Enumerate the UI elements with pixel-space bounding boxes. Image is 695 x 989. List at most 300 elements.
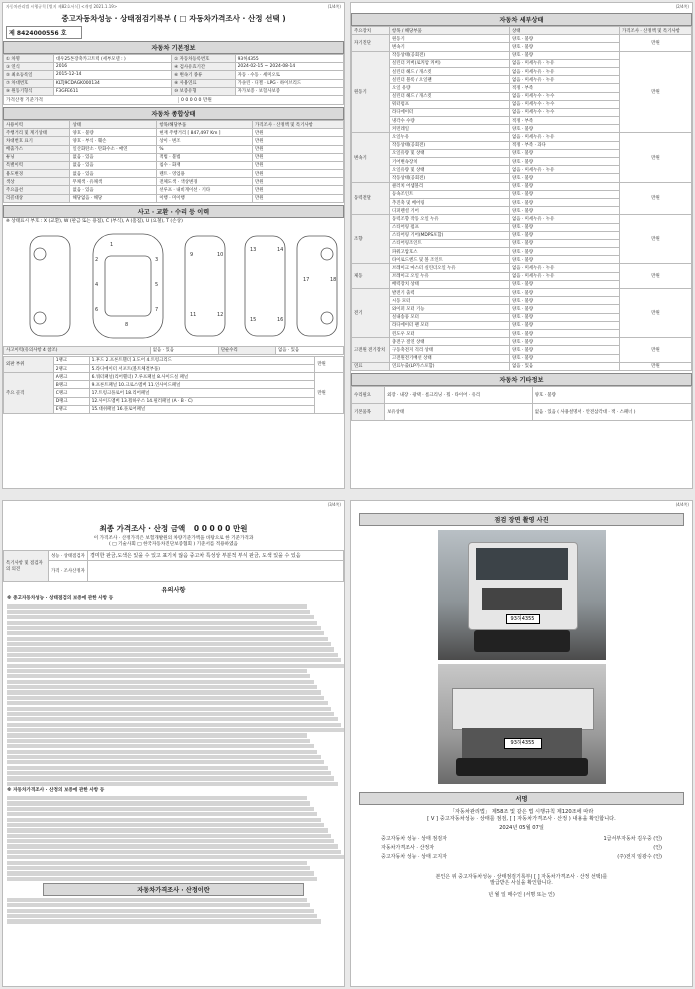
detail-status: 없음 · 미세누유 · 누유 <box>510 67 620 75</box>
photo-title: 점검 장면 촬영 사진 <box>359 513 684 526</box>
detail-status: 양호 · 불량 <box>510 321 620 329</box>
fine-print-line <box>7 723 341 727</box>
p2-header-right: (2/4쪽) <box>675 4 689 9</box>
detail-status: 없음 · 미세누유 · 누유 <box>510 133 620 141</box>
diagram-part-number: 18 <box>330 276 337 283</box>
basic-label: ⑥ 변속기 종류 <box>172 71 235 79</box>
overall-cell: 만원 <box>253 137 344 145</box>
diagram-part-number: 2 <box>95 256 99 263</box>
p1-header-left: 자동차관리법 시행규칙 [별지 제82호서식] <개정 2021.1.19> <box>6 4 118 9</box>
photo-rear <box>438 664 606 784</box>
fine-print-line <box>7 728 345 732</box>
frame-manwon: 만원 <box>315 356 344 372</box>
basic-info-table <box>3 54 344 96</box>
overall-cell: 침수 · 화재 <box>157 161 253 169</box>
overall-cell: 튜닝 <box>4 153 70 161</box>
fine-print-line <box>7 898 307 902</box>
fine-print-line <box>7 828 328 832</box>
signer-role: 중고자동차 성능 · 상태 점검자 <box>381 835 447 842</box>
basic-value: 자가보증 · 보험사보증 <box>235 87 343 95</box>
fine-print-line <box>7 647 334 651</box>
notice-body-2 <box>3 796 344 881</box>
detail-status: 양호 · 불량 <box>510 223 620 231</box>
overall-cell: 렌트 · 영업용 <box>157 170 253 178</box>
detail-table <box>351 26 692 371</box>
detail-status: 양호 · 불량 <box>510 158 620 166</box>
fine-print-line <box>7 750 317 754</box>
detail-row <box>352 133 692 141</box>
overall-row <box>4 194 344 202</box>
overall-cell: 만원 <box>253 178 344 186</box>
overall-col-header: 상태 <box>70 120 157 128</box>
notice-head2: ※ 자동차가격조사 · 산정의 보증에 관한 사항 등 <box>7 788 105 794</box>
signer-row <box>381 853 662 860</box>
overall-cell: 리콜대상 <box>4 194 70 202</box>
basic-row <box>4 63 344 71</box>
fine-print-line <box>7 621 317 625</box>
basic-row <box>4 71 344 79</box>
overall-cell: 해당없음 · 해당 <box>70 194 157 202</box>
basic-label: ⑩ 보증유형 <box>172 87 235 95</box>
main-label: 주요 골격 <box>4 373 54 414</box>
accident-cell: 없음 · 있음 <box>275 346 343 354</box>
etc-cell: 양호 · 불량 <box>532 386 691 403</box>
fine-print-line <box>7 610 310 614</box>
car-diagram <box>5 226 344 346</box>
detail-item: 변속기 <box>390 43 510 51</box>
detail-row <box>352 289 692 297</box>
fine-print-line <box>7 674 310 678</box>
detail-group: 조향 <box>352 215 390 264</box>
frame-rank1-items: 1.후드 2.프론트휀더 3.도어 4.트렁크리드 <box>89 356 315 364</box>
basic-value: 자동 · 수동 · 세미오토 <box>235 71 343 79</box>
detail-item: 스티어링조인트 <box>390 239 510 247</box>
detail-item: 실린더 커버(로커암 커버) <box>390 59 510 67</box>
detail-status: 없음 · 미세누유 · 누유 <box>510 166 620 174</box>
detail-row <box>352 35 692 43</box>
diagram-part-number: 6 <box>95 306 99 313</box>
main-e-items: 15.대쉬패널 16.플로어패널 <box>89 405 315 413</box>
fine-print-line <box>7 669 307 673</box>
detail-col-header: 가격조사 · 산정액 및 특기사항 <box>620 27 692 35</box>
detail-item: 오일 유량 <box>390 84 510 92</box>
windshield <box>476 548 568 580</box>
page-1 <box>2 2 345 489</box>
notice-body-3 <box>3 898 344 924</box>
main-d: D랭크 <box>53 397 89 405</box>
overall-cell: 무채색 · 유채색 <box>70 178 157 186</box>
frame-table <box>3 356 344 414</box>
overall-cell: 양호 · 불량 <box>70 129 157 137</box>
wheels-rear <box>456 758 588 776</box>
signer-name: (주)전지 임광수 (인) <box>617 853 662 860</box>
signer-name: (인) <box>653 844 662 851</box>
overall-row <box>4 153 344 161</box>
detail-item: 시동 모터 <box>390 297 510 305</box>
special-label: 특기사항 및 점검자의 의견 <box>4 551 49 582</box>
overall-cell: 만원 <box>253 161 344 169</box>
p3-sub2: ( □ 기술사회 □ 한국자동차진단보증협회 ) 기준서를 적용하였음 <box>109 541 238 547</box>
detail-group: 동력전달 <box>352 182 390 215</box>
detail-status: 양호 · 불량 <box>510 354 620 362</box>
diagram-part-number: 14 <box>277 246 284 253</box>
overall-cell: 없음 · 있음 <box>70 170 157 178</box>
detail-group: 자기진단 <box>352 35 390 51</box>
detail-status: 양호 · 불량 <box>510 35 620 43</box>
overall-cell: 없음 · 있음 <box>70 186 157 194</box>
basic-label: ⑤ 최초등록일 <box>4 71 54 79</box>
overall-row <box>4 161 344 169</box>
detail-group: 고전원 전기장치 <box>352 338 390 363</box>
main-c-items: 17.트렁크플로어 18.리어패널 <box>89 389 315 397</box>
sec-detail: 자동차 세부상태 <box>351 13 692 26</box>
main-a-items: 6.쿼터패널(리어휀더) 7.루프패널 8.사이드실 패널 <box>89 373 315 381</box>
overall-cell: 만원 <box>253 129 344 137</box>
overall-cell: 색상 <box>4 178 70 186</box>
basic-value: 2024-02-15 ~ 2024-08-14 <box>235 63 343 71</box>
overall-cell: 없음 · 있음 <box>70 153 157 161</box>
detail-item: 실린더 헤드 / 개스킷 <box>390 92 510 100</box>
detail-item: 추진축 및 베어링 <box>390 198 510 206</box>
overall-cell: 만원 <box>253 194 344 202</box>
receipt-text-2: 발급받은 사실을 확인합니다. <box>490 879 553 886</box>
law-text: 「자동차관리법」 제58조 및 같은 법 시행규칙 제120조에 따라 <box>449 809 594 815</box>
detail-price: 만원 <box>620 35 692 51</box>
fine-print-line <box>7 877 317 881</box>
detail-price: 만원 <box>620 215 692 264</box>
signer-row <box>381 835 662 842</box>
detail-row <box>352 51 692 59</box>
signer-row <box>381 844 662 851</box>
detail-status: 양호 · 불량 <box>510 289 620 297</box>
detail-status: 없음 · 미세누유 · 누유 <box>510 215 620 223</box>
detail-item: 발전기 출력 <box>390 289 510 297</box>
detail-status: 양호 · 불량 <box>510 182 620 190</box>
detail-row <box>352 182 692 190</box>
detail-status: 양호 · 불량 <box>510 125 620 133</box>
photo-front <box>438 530 606 660</box>
detail-group: 전기 <box>352 289 390 338</box>
diagram-part-number: 9 <box>190 251 194 258</box>
detail-status: 없음 · 미세누유 · 누유 <box>510 59 620 67</box>
detail-status: 없음 · 미세누수 · 누수 <box>510 108 620 116</box>
detail-item: 작동상태(공회전) <box>390 141 510 149</box>
detail-item: 기어변속장치 <box>390 158 510 166</box>
fine-print-line <box>7 717 338 721</box>
overall-cell: 현재 주행거리 [ 847,497 Km ] <box>157 129 253 137</box>
detail-status: 없음 · 있음 <box>510 362 620 370</box>
detail-group: 원동기 <box>352 51 390 133</box>
notice-head1: ※ 중고자동차성능 · 상태점검의 보증에 관한 사항 등 <box>7 596 114 602</box>
fine-print-line <box>7 801 310 805</box>
etc-table <box>351 386 692 421</box>
fine-print-line <box>7 712 334 716</box>
main-a: A랭크 <box>53 373 89 381</box>
basic-label: ② 자동차등록번호 <box>172 55 235 63</box>
detail-status: 적정 · 부족 <box>510 117 620 125</box>
detail-status: 양호 · 불량 <box>510 190 620 198</box>
detail-status: 양호 · 불량 <box>510 43 620 51</box>
fine-print-line <box>7 855 345 859</box>
etc-cell: 기본품목 <box>352 403 385 420</box>
fine-print-line <box>7 690 321 694</box>
fine-print-line <box>7 739 310 743</box>
diagram-part-number: 17 <box>303 276 310 283</box>
page-2 <box>350 2 693 489</box>
overall-col-header: 항목/해당부품 <box>157 120 253 128</box>
detail-item: 워터펌프 <box>390 100 510 108</box>
detail-item: 실린더 헤드 / 개스킷 <box>390 67 510 75</box>
fine-print-line <box>7 844 338 848</box>
detail-item: 라디에이터 <box>390 108 510 116</box>
detail-item: 브레이크 오일 누유 <box>390 272 510 280</box>
basic-label: ⑧ 사용연료 <box>172 79 235 87</box>
detail-item: 냉각수 수량 <box>390 117 510 125</box>
detail-status: 없음 · 미세누수 · 누수 <box>510 92 620 100</box>
detail-item: 연료누출(LP가스포함) <box>390 362 510 370</box>
accident-note: ※ 상태표시 부호 : X (교환), W (판금 또는 용접), C (부식), A (흠집), U (요철), T (손상) <box>6 218 183 224</box>
sec-overall: 자동차 종합상태 <box>3 107 344 120</box>
fine-print-line <box>7 685 317 689</box>
fine-print-line <box>7 871 314 875</box>
fine-print-line <box>7 707 331 711</box>
detail-status: 양호 · 불량 <box>510 305 620 313</box>
detail-status: 없음 · 미세누유 · 누유 <box>510 272 620 280</box>
doc-number <box>6 26 82 39</box>
frame-rank1: 1랭크 <box>53 356 89 364</box>
detail-price: 만원 <box>620 51 692 133</box>
main-manwon: 만원 <box>315 373 344 414</box>
overall-cell: 적법 · 불법 <box>157 153 253 161</box>
diagram-part-number: 15 <box>250 316 257 323</box>
detail-status: 양호 · 불량 <box>510 256 620 264</box>
overall-cell: 전체도색 · 색상변경 <box>157 178 253 186</box>
detail-status: 양호 · 불량 <box>510 149 620 157</box>
etc-row <box>352 403 692 420</box>
detail-group: 연료 <box>352 362 390 370</box>
fine-print-line <box>7 850 341 854</box>
fine-print-line <box>7 755 321 759</box>
p3-sub1: 이 가격조사 · 산정가격은 보험개발원의 차량기준가액을 바탕으로 한 기준가격과 <box>93 536 254 541</box>
detail-item: 배력장치 상태 <box>390 280 510 288</box>
fine-print-line <box>7 823 324 827</box>
detail-item: 고전원전기배선 상태 <box>390 354 510 362</box>
wheels-front <box>474 630 570 652</box>
price-base-value: 0 0 0 0 0 만원 <box>181 97 212 103</box>
doc-no: 8424000556 <box>16 30 59 37</box>
doc-no-label: 제 <box>9 30 15 37</box>
detail-group: 변속기 <box>352 133 390 182</box>
detail-item: 작동상태(공회전) <box>390 51 510 59</box>
detail-col-header: 주요장치 <box>352 27 390 35</box>
diagram-part-number: 1 <box>110 241 114 248</box>
overall-cell: 만원 <box>253 170 344 178</box>
overall-col-header: 가격조사 · 산정액 및 특기사항 <box>253 120 344 128</box>
fine-print-line <box>7 701 328 705</box>
basic-label: ⑦ 차대번호 <box>4 79 54 87</box>
detail-price: 만원 <box>620 182 692 215</box>
detail-price: 만원 <box>620 338 692 363</box>
receipt-text: 본인은 위 중고자동차성능 · 상태점검기록부( [ ] 자동차가격조사 · 산정 선택)를 <box>435 873 608 880</box>
p1-header-right: (1/4쪽) <box>327 4 341 9</box>
overall-row <box>4 137 344 145</box>
detail-status: 양호 · 불량 <box>510 248 620 256</box>
detail-item: 타이로드엔드 및 볼 조인트 <box>390 256 510 264</box>
fine-print-line <box>7 861 307 865</box>
detail-row <box>352 362 692 370</box>
detail-item: 윈도우 모터 <box>390 329 510 337</box>
etc-cell: 없음 · 있음 ( 사용설명서 · 안전삼각대 · 잭 · 스패너 ) <box>532 403 691 420</box>
p3-title: 최종 가격조사 · 산정 금액 <box>99 524 186 533</box>
diagram-part-number: 10 <box>217 251 224 258</box>
fine-print-line <box>7 733 307 737</box>
signer-name: 1급서부자동차 김우중 (인) <box>603 835 662 842</box>
overall-cell: 없음 · 있음 <box>70 161 157 169</box>
basic-row <box>4 87 344 95</box>
basic-label: ⑨ 원동기형식 <box>4 87 54 95</box>
overall-row <box>4 170 344 178</box>
fine-print-line <box>7 631 324 635</box>
fine-print-line <box>7 771 331 775</box>
notice-body-1 <box>3 604 344 786</box>
notice-title: 유의사항 <box>3 584 344 595</box>
detail-status: 양호 · 불량 <box>510 338 620 346</box>
accident-cell: 없음 · 있음 <box>150 346 218 354</box>
fine-print-line <box>7 834 331 838</box>
fine-print-line <box>7 866 310 870</box>
overall-cell: 배출가스 <box>4 145 70 153</box>
fine-print-line <box>7 744 314 748</box>
signer-list <box>351 835 692 860</box>
detail-item: 원동기 <box>390 35 510 43</box>
detail-status: 양호 · 불량 <box>510 313 620 321</box>
fine-print-line <box>7 766 328 770</box>
sec-basic: 자동차 기본정보 <box>3 41 344 54</box>
etc-cell: 외장 · 내장 · 광택 · 룸크리닝 · 휠 · 타이어 · 유리 <box>385 386 533 403</box>
detail-item: 파워고압호스 <box>390 248 510 256</box>
detail-item: 등속조인트 <box>390 190 510 198</box>
frame-label: 외판 부위 <box>4 356 54 372</box>
overall-cell: 특별이력 <box>4 161 70 169</box>
fine-print-line <box>7 782 338 786</box>
frame-rank2-items: 5.라디에이터 서포트(볼트체결부품) <box>89 364 315 372</box>
detail-item: 스티어링 기어(MDPS포함) <box>390 231 510 239</box>
detail-status: 양호 · 불량 <box>510 174 620 182</box>
signer-role: 자동차가격조사 · 산정자 <box>381 844 435 851</box>
detail-status: 적정 · 부족 · 과다 <box>510 141 620 149</box>
fine-print-line <box>7 903 310 907</box>
diagram-part-number: 7 <box>155 306 159 313</box>
p1-title: 중고자동차성능 · 상태점검기록부 ( □ 자동차가격조사 · 산정 선택 ) <box>61 14 286 23</box>
detail-item: 클러치 어셈블리 <box>390 182 510 190</box>
diagram-part-number: 8 <box>125 321 129 328</box>
p4-header-right: (4/4쪽) <box>675 502 689 507</box>
sign-title: 서명 <box>359 792 684 805</box>
detail-group: 제동 <box>352 264 390 289</box>
fine-print-line <box>7 919 321 923</box>
detail-item: 오일유량 및 상태 <box>390 166 510 174</box>
fine-print-line <box>7 604 307 608</box>
basic-value: F3GFE611 <box>53 87 171 95</box>
basic-label: ③ 연식 <box>4 63 54 71</box>
main-e: E랭크 <box>53 405 89 413</box>
doc-no-suffix: 호 <box>60 30 67 37</box>
detail-item: 구동축전지 격리 상태 <box>390 346 510 354</box>
etc-cell: 보유상태 <box>385 403 533 420</box>
fine-print-line <box>7 812 317 816</box>
basic-value: 2016 <box>53 63 171 71</box>
detail-item: 오일유량 및 상태 <box>390 149 510 157</box>
detail-item: 스티어링 펌프 <box>390 223 510 231</box>
detail-item: 충전구 절연 상태 <box>390 338 510 346</box>
detail-item: 실린더 블록 / 오일팬 <box>390 76 510 84</box>
overall-cell: 주요옵션 <box>4 186 70 194</box>
price-base-label: 가격산정 기준가격 <box>4 97 179 103</box>
detail-status: 없음 · 미세누유 · 누유 <box>510 264 620 272</box>
detail-item: 브레이크 마스터 실린더오일 누유 <box>390 264 510 272</box>
detail-item: 작동상태(공회전) <box>390 174 510 182</box>
overall-table <box>3 120 344 203</box>
fine-print-line <box>7 615 314 619</box>
basic-label: ④ 검사유효기간 <box>172 63 235 71</box>
overall-row <box>4 186 344 194</box>
fine-print-line <box>7 796 307 800</box>
fine-print-line <box>7 658 341 662</box>
basic-label: ① 차명 <box>4 55 54 63</box>
receipt-date: 년 월 일 매수인 (서명 또는 인) <box>488 892 555 898</box>
diagram-part-number: 13 <box>250 246 257 253</box>
grille <box>482 588 562 610</box>
law-text-2: [ V ] 중고자동차성능 · 상태를 점검, [ ] 자동차가격조사 · 산정 ) 내용을 확인합니다. <box>427 815 616 822</box>
price-base-row <box>3 96 344 105</box>
overall-cell: 주행거리 및 계기상태 <box>4 129 70 137</box>
fine-print-line <box>7 807 314 811</box>
basic-value: 2015-12-14 <box>53 71 171 79</box>
basic-value: KLTJ9CDAGK000134 <box>53 79 171 87</box>
overall-cell: 일산화탄소 · 탄화수소 · 매연 <box>70 145 157 153</box>
signer-role: 중고자동차 성능 · 상태 고지자 <box>381 853 447 860</box>
fine-print-line <box>7 760 324 764</box>
overall-cell: 양호 · 부식 · 훼손 <box>70 137 157 145</box>
main-b: B랭크 <box>53 381 89 389</box>
detail-row <box>352 264 692 272</box>
detail-status: 양호 · 불량 <box>510 280 620 288</box>
detail-price: 만원 <box>620 264 692 289</box>
detail-status: 양호 · 불량 <box>510 207 620 215</box>
detail-price: 만원 <box>620 289 692 338</box>
detail-item: 디퍼렌셜 기어 <box>390 207 510 215</box>
notice-head3: 자동차가격조사 · 산정이란 <box>43 883 304 896</box>
fine-print-line <box>7 626 321 630</box>
detail-status: 없음 · 미세누유 · 누유 <box>510 76 620 84</box>
overall-cell: 만원 <box>253 186 344 194</box>
sec-etc: 자동차 기타정보 <box>351 373 692 386</box>
overall-cell: 만원 <box>253 145 344 153</box>
detail-row <box>352 338 692 346</box>
detail-price: 만원 <box>620 133 692 182</box>
main-c: C랭크 <box>53 389 89 397</box>
diagram-part-number: 4 <box>95 281 99 288</box>
detail-item: 라디에이터 팬 모터 <box>390 321 510 329</box>
price-sub: 가격 · 조사산정자 <box>49 560 88 582</box>
diagram-part-number: 5 <box>155 281 159 288</box>
detail-item: 커먼레일 <box>390 125 510 133</box>
cargo-bed <box>452 688 594 730</box>
special-text: 경미한 판금,도색은 있을 수 있고 표기치 않음 중고차 특성상 부분적 부식 판금, 도색 있을 수 있음 <box>88 551 344 560</box>
fine-print-line <box>7 696 324 700</box>
sec-accident: 사고 · 교환 · 수리 등 이력 <box>3 205 344 218</box>
detail-status: 양호 · 불량 <box>510 329 620 337</box>
